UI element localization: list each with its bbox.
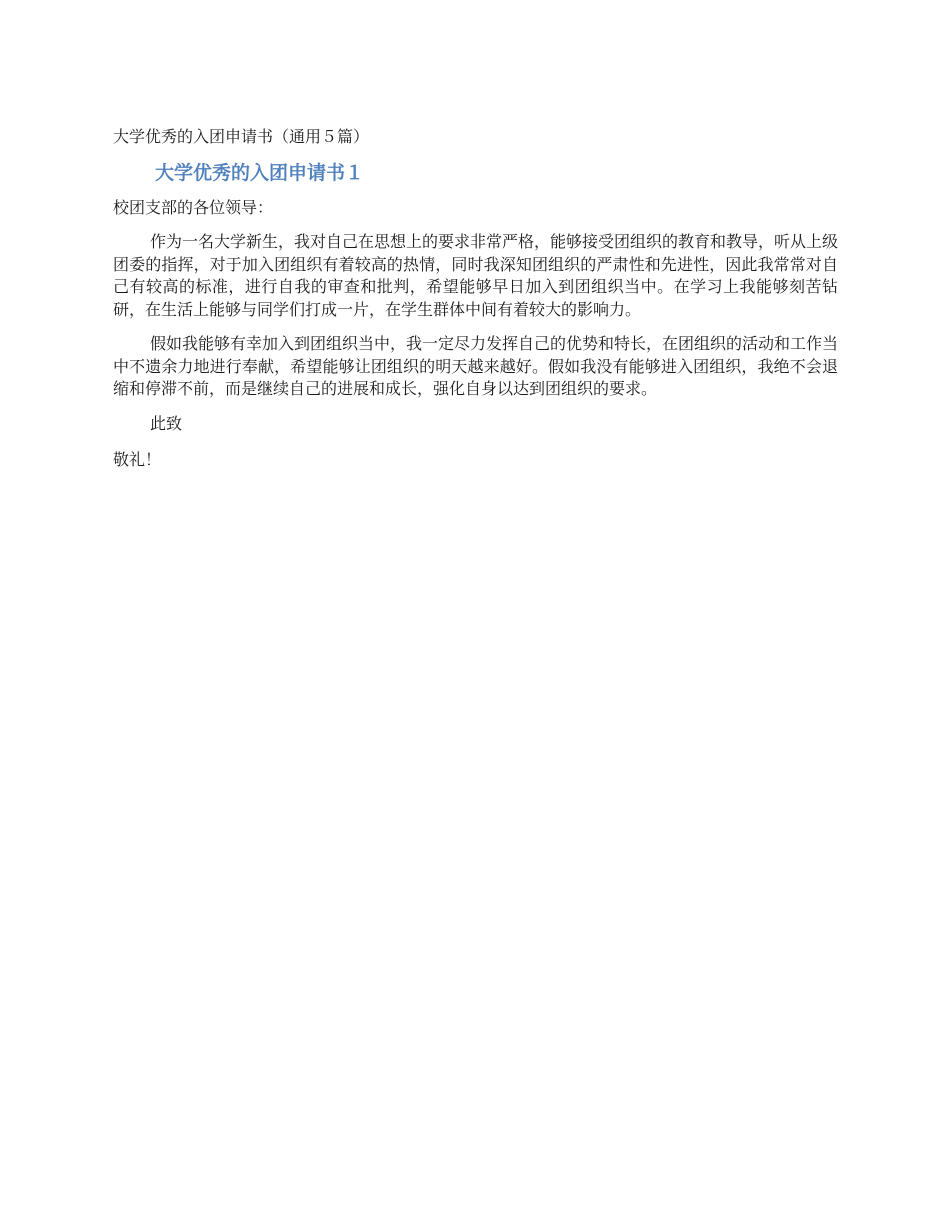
body-paragraph-1: 作为一名大学新生，我对自己在思想上的要求非常严格，能够接受团组织的教育和教导，听从上级团委的指挥，对于加入团组织有着较高的热情，同时我深知团组织的严肃性和先进性，因此我常常对自己有较高的标准，进行自我的审查和批判，希望能够早日加入到团组织当中。在学习上我能够刻苦钻研，在生活上能够与同学们打成一片，在学生群体中间有着较大的影响力。 — [113, 232, 839, 319]
closing-line: 此致 — [150, 413, 183, 433]
regards-line: 敬礼！ — [113, 449, 162, 469]
document-title: 大学优秀的入团申请书（通用５篇） — [113, 127, 370, 146]
section-heading: 大学优秀的入团申请书１ — [155, 162, 365, 184]
body-paragraph-2: 假如我能够有幸加入到团组织当中，我一定尽力发挥自己的优势和特长，在团组织的活动和工作当中不遗余力地进行奉献，希望能够让团组织的明天越来越好。假如我没有能够进入团组织，我绝不会退缩和停滞不前，而是继续自己的进展和成长，强化自身以达到团组织的要求。 — [113, 334, 839, 398]
salutation: 校团支部的各位领导： — [113, 198, 274, 217]
